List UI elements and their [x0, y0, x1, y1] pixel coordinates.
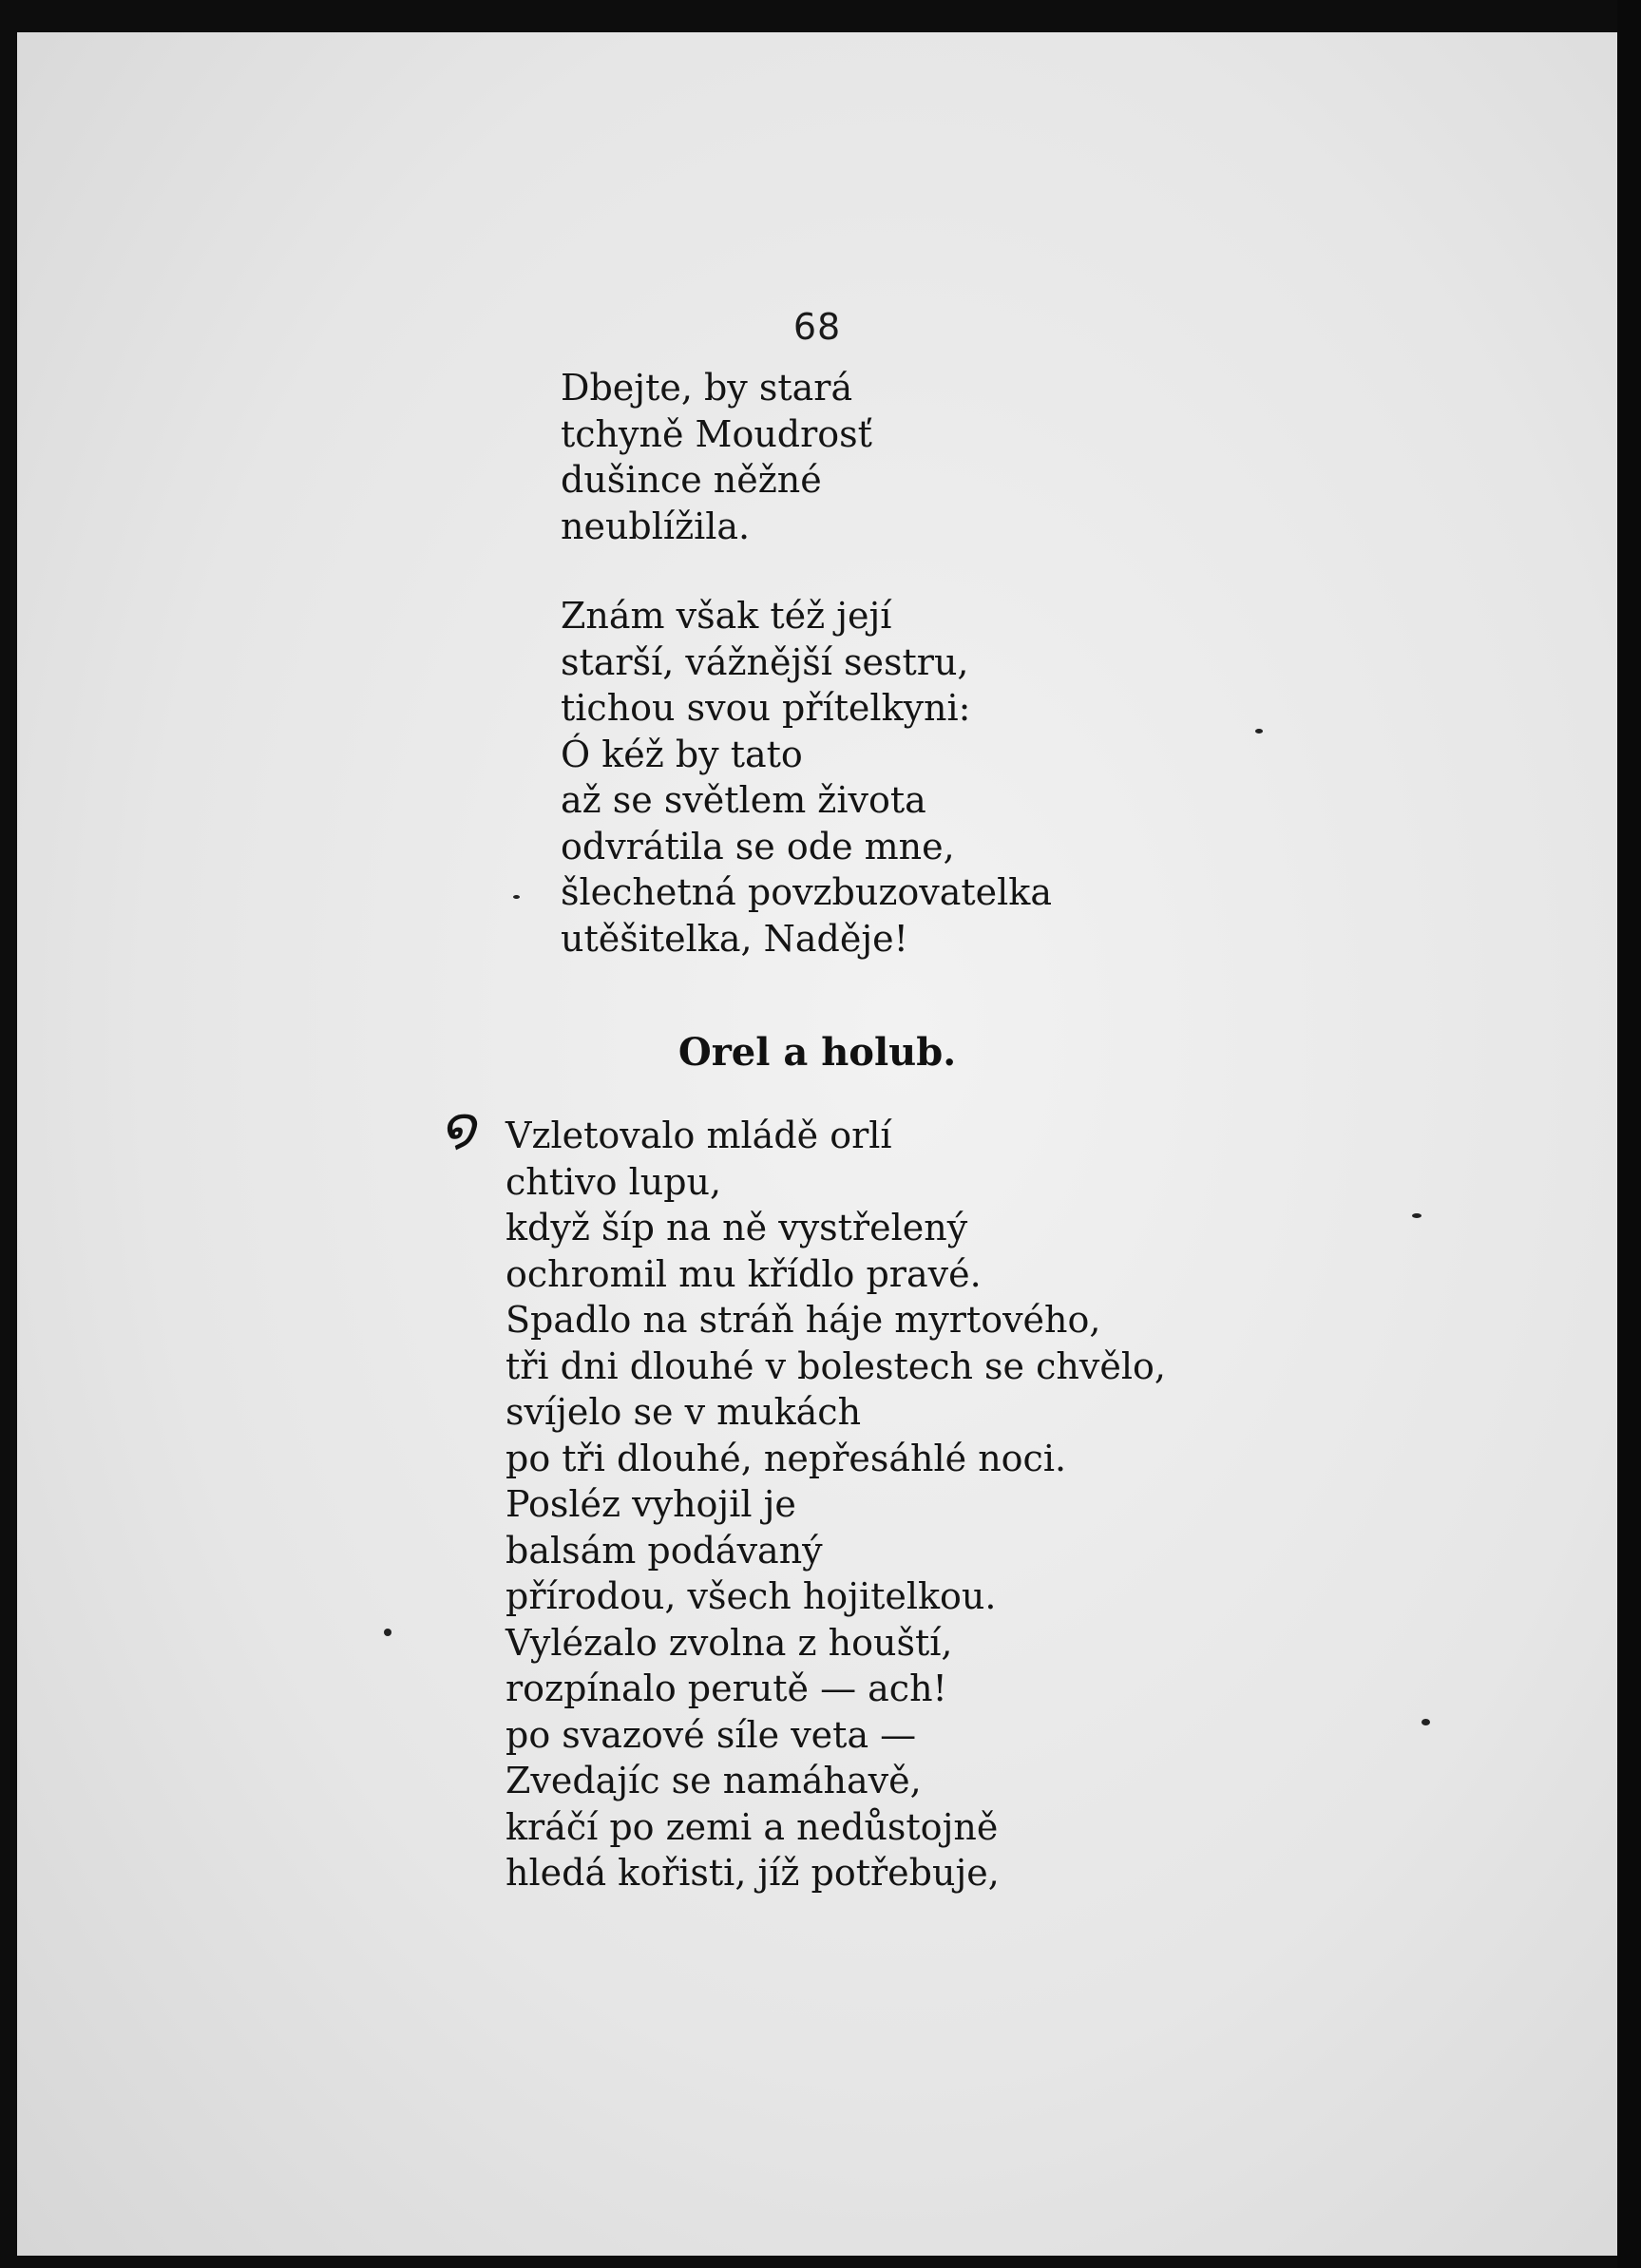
verse-line: po svazové síle veta —: [506, 1713, 917, 1756]
verse-line: Zvedajíc se namáhavě,: [506, 1760, 922, 1801]
verse-line: Dbejte, by stará: [561, 367, 853, 409]
verse-line: po tři dlouhé, nepřesáhlé noci.: [506, 1437, 1067, 1479]
print-speck: [1412, 1213, 1422, 1218]
verse-line: utěšitelka, Naděje!: [561, 917, 908, 960]
stanza-1: [561, 365, 872, 549]
verse-line: svíjelo se v mukách: [506, 1391, 862, 1433]
verse-line: tchyně Moudrosť: [561, 412, 872, 455]
initial-ornament-icon: ໑: [440, 1095, 476, 1159]
verse-line: šlechetná povzbuzovatelka: [561, 871, 1052, 913]
print-speck: [1422, 1719, 1430, 1725]
verse-line: až se světlem života: [561, 779, 926, 821]
page-number: 68: [792, 306, 842, 348]
verse-line: hledá kořisti, jíž potřebuje,: [506, 1852, 1000, 1894]
stanza-2: [561, 593, 1052, 962]
verse-line: kráčí po zemi a nedůstojně: [506, 1805, 999, 1848]
verse-line: ochromil mu křídlo pravé.: [506, 1252, 982, 1295]
verse-line: Znám však též její: [561, 595, 892, 637]
print-speck: [384, 1629, 391, 1636]
verse-line: starší, vážnější sestru,: [561, 640, 969, 683]
verse-line: Posléz vyhojil je: [506, 1483, 796, 1525]
verse-line: neublížila.: [561, 505, 751, 547]
verse-line: dušince něžné: [561, 459, 822, 501]
verse-line: odvrátila se ode mne,: [561, 825, 955, 867]
print-speck: [513, 895, 520, 899]
verse-line: když šíp na ně vystřelený: [506, 1207, 968, 1248]
verse-line: Vylézalo zvolna z houští,: [506, 1621, 953, 1664]
verse-line: tichou svou přítelkyni:: [561, 687, 971, 729]
verse-line: Ó kéž by tato: [561, 733, 803, 775]
verse-line: tři dni dlouhé v bolestech se chvělo,: [506, 1344, 1166, 1387]
poem-title: Orel a holub.: [677, 1030, 957, 1075]
verse-line: rozpínalo perutě — ach!: [506, 1668, 947, 1709]
book-spine-edge: [1617, 0, 1641, 2268]
poem-body: [506, 1113, 1166, 1896]
print-speck: [1255, 729, 1263, 734]
verse-line: balsám podávaný: [506, 1529, 823, 1572]
verse-line: přírodou, všech hojitelkou.: [506, 1575, 997, 1617]
verse-line: chtivo lupu,: [506, 1160, 722, 1203]
scanned-page: [17, 32, 1617, 2256]
verse-line: Spadlo na stráň háje myrtového,: [506, 1299, 1101, 1341]
verse-line: Vzletovalo mládě orlí: [506, 1115, 892, 1156]
